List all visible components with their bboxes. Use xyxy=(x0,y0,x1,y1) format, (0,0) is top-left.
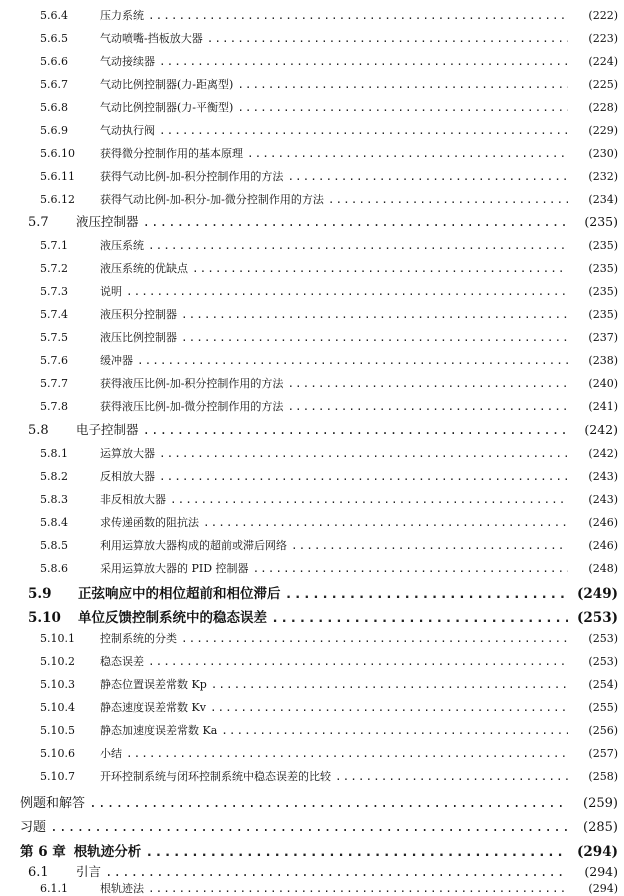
entry-number: 5.8.2 xyxy=(40,470,68,483)
entry-page: (253) xyxy=(588,655,618,668)
toc-chapter xyxy=(0,840,624,860)
entry-number: 5.10.2 xyxy=(40,655,75,668)
entry-number: 5.6.5 xyxy=(40,32,68,45)
toc-entry xyxy=(0,722,624,738)
entry-number: 5.7 xyxy=(28,215,49,230)
toc-entry xyxy=(0,168,624,184)
entry-page: (229) xyxy=(588,124,618,137)
toc-entry xyxy=(0,880,624,896)
dot-leader xyxy=(203,516,568,529)
entry-page: (243) xyxy=(588,470,618,483)
dot-leader xyxy=(211,678,568,691)
entry-page: (254) xyxy=(588,678,618,691)
dot-leader xyxy=(137,354,568,367)
entry-title: 获得气动比例-加-积分-加-微分控制作用的方法 xyxy=(100,193,324,206)
entry-number: 6.1 xyxy=(28,865,49,880)
toc-section xyxy=(0,862,624,880)
entry-number: 5.6.6 xyxy=(40,55,68,68)
entry-page: (248) xyxy=(588,562,618,575)
toc-entry xyxy=(0,653,624,669)
dot-leader xyxy=(143,422,568,437)
entry-title: 正弦响应中的相位超前和相位滞后 xyxy=(78,586,281,602)
entry-page: (253) xyxy=(588,632,618,645)
dot-leader xyxy=(253,562,568,575)
entry-number: 5.7.3 xyxy=(40,285,68,298)
dot-leader xyxy=(210,701,568,714)
entry-page: (246) xyxy=(588,539,618,552)
toc-entry xyxy=(0,445,624,461)
entry-page: (230) xyxy=(588,147,618,160)
entry-title: 获得液压比例-加-积分控制作用的方法 xyxy=(100,377,284,390)
entry-page: (223) xyxy=(588,32,618,45)
dot-leader xyxy=(192,262,568,275)
toc-entry xyxy=(0,491,624,507)
entry-page: (253) xyxy=(577,610,618,626)
toc-entry xyxy=(0,30,624,46)
toc-entry xyxy=(0,237,624,253)
toc-entry xyxy=(0,745,624,761)
entry-title: 控制系统的分类 xyxy=(100,632,177,645)
entry-page: (294) xyxy=(577,844,618,860)
toc-entry xyxy=(0,560,624,576)
entry-title: 习题 xyxy=(20,820,47,835)
toc-entry xyxy=(0,191,624,207)
toc-entry-examples xyxy=(0,792,624,811)
entry-number: 5.6.4 xyxy=(40,9,68,22)
toc-entry xyxy=(0,768,624,784)
entry-number: 5.10.7 xyxy=(40,770,75,783)
dot-leader xyxy=(328,193,568,206)
entry-number: 5.8.4 xyxy=(40,516,68,529)
entry-title: 静态位置误差常数 Kp xyxy=(100,678,207,691)
entry-page: (238) xyxy=(588,354,618,367)
entry-title: 静态加速度误差常数 Ka xyxy=(100,724,218,737)
entry-title: 稳态误差 xyxy=(100,655,144,668)
dot-leader xyxy=(237,101,568,114)
entry-title: 开环控制系统与闭环控制系统中稳态误差的比较 xyxy=(100,770,331,783)
entry-page: (257) xyxy=(588,747,618,760)
entry-title: 液压积分控制器 xyxy=(100,308,177,321)
entry-number: 5.7.7 xyxy=(40,377,68,390)
toc-entry xyxy=(0,329,624,345)
toc-entry xyxy=(0,76,624,92)
toc-entry xyxy=(0,7,624,23)
entry-title: 获得气动比例-加-积分控制作用的方法 xyxy=(100,170,284,183)
entry-page: (258) xyxy=(588,770,618,783)
dot-leader xyxy=(287,170,568,183)
toc-entry xyxy=(0,537,624,553)
toc-entry xyxy=(0,630,624,646)
dot-leader xyxy=(181,632,568,645)
entry-page: (246) xyxy=(588,516,618,529)
dot-leader xyxy=(50,820,568,835)
entry-title: 液压比例控制器 xyxy=(100,331,177,344)
dot-leader xyxy=(287,377,568,390)
entry-page: (285) xyxy=(583,820,618,835)
entry-page: (242) xyxy=(584,422,618,437)
entry-page: (294) xyxy=(588,882,618,895)
dot-leader xyxy=(148,239,568,252)
entry-number: 5.10.3 xyxy=(40,678,75,691)
entry-page: (235) xyxy=(588,285,618,298)
entry-number: 5.6.12 xyxy=(40,193,75,206)
entry-page: (235) xyxy=(588,308,618,321)
entry-number: 5.9 xyxy=(28,586,52,602)
entry-title: 根轨迹分析 xyxy=(73,844,142,860)
toc-section xyxy=(0,212,624,230)
dot-leader xyxy=(291,539,568,552)
entry-title: 气动接续器 xyxy=(100,55,155,68)
entry-title: 引言 xyxy=(76,864,102,879)
entry-title: 根轨迹法 xyxy=(100,882,144,895)
entry-page: (235) xyxy=(588,239,618,252)
entry-title: 非反相放大器 xyxy=(100,493,166,506)
dot-leader xyxy=(170,493,568,506)
dot-leader xyxy=(271,610,568,626)
toc-entry xyxy=(0,260,624,276)
entry-title: 气动比例控制器(力-平衡型) xyxy=(100,101,234,114)
entry-title: 液压系统 xyxy=(100,239,144,252)
dot-leader xyxy=(148,655,568,668)
entry-title: 小结 xyxy=(100,747,122,760)
toc-entry xyxy=(0,53,624,69)
entry-page: (235) xyxy=(584,214,618,229)
entry-page: (228) xyxy=(588,101,618,114)
entry-page: (256) xyxy=(588,724,618,737)
entry-number: 5.8.1 xyxy=(40,447,68,460)
toc-entry xyxy=(0,468,624,484)
entry-title: 反相放大器 xyxy=(100,470,155,483)
entry-title: 气动喷嘴-挡板放大器 xyxy=(100,32,203,45)
entry-number: 5.10.1 xyxy=(40,632,75,645)
entry-title: 运算放大器 xyxy=(100,447,155,460)
entry-number: 第 6 章 xyxy=(20,844,66,860)
entry-number: 5.6.8 xyxy=(40,101,68,114)
entry-page: (222) xyxy=(588,9,618,22)
dot-leader xyxy=(181,308,568,321)
dot-leader xyxy=(159,55,568,68)
entry-title: 利用运算放大器构成的超前或滞后网络 xyxy=(100,539,287,552)
entry-page: (249) xyxy=(577,586,618,602)
dot-leader xyxy=(126,747,568,760)
dot-leader xyxy=(105,864,568,879)
entry-number: 5.6.9 xyxy=(40,124,68,137)
entry-title: 单位反馈控制系统中的稳态误差 xyxy=(78,610,267,626)
toc-section xyxy=(0,606,624,626)
dot-leader xyxy=(89,796,568,811)
toc-entry xyxy=(0,99,624,115)
toc-section xyxy=(0,582,624,602)
entry-number: 5.7.5 xyxy=(40,331,68,344)
dot-leader xyxy=(207,32,568,45)
entry-title: 气动比例控制器(力-距离型) xyxy=(100,78,234,91)
dot-leader xyxy=(159,447,568,460)
entry-number: 5.7.8 xyxy=(40,400,68,413)
entry-page: (225) xyxy=(588,78,618,91)
entry-page: (224) xyxy=(588,55,618,68)
dot-leader xyxy=(247,147,568,160)
toc-entry xyxy=(0,375,624,391)
entry-number: 5.8 xyxy=(28,423,49,438)
entry-number: 5.7.1 xyxy=(40,239,68,252)
toc-entry-exercises xyxy=(0,816,624,835)
dot-leader xyxy=(148,9,568,22)
entry-number: 5.10.4 xyxy=(40,701,75,714)
entry-page: (255) xyxy=(588,701,618,714)
entry-number: 5.8.6 xyxy=(40,562,68,575)
entry-number: 6.1.1 xyxy=(40,882,68,895)
entry-title: 压力系统 xyxy=(100,9,144,22)
dot-leader xyxy=(335,770,568,783)
entry-number: 5.7.6 xyxy=(40,354,68,367)
dot-leader xyxy=(159,124,568,137)
entry-number: 5.6.10 xyxy=(40,147,75,160)
entry-number: 5.6.7 xyxy=(40,78,68,91)
entry-number: 5.10.5 xyxy=(40,724,75,737)
dot-leader xyxy=(287,400,568,413)
entry-title: 液压控制器 xyxy=(76,214,139,229)
entry-title: 获得液压比例-加-微分控制作用的方法 xyxy=(100,400,284,413)
entry-title: 说明 xyxy=(100,285,122,298)
entry-number: 5.10 xyxy=(28,610,61,626)
toc-entry xyxy=(0,514,624,530)
entry-page: (234) xyxy=(588,193,618,206)
entry-page: (235) xyxy=(588,262,618,275)
dot-leader xyxy=(181,331,568,344)
entry-title: 气动执行阀 xyxy=(100,124,155,137)
toc-section xyxy=(0,420,624,438)
toc-entry xyxy=(0,676,624,692)
dot-leader xyxy=(145,844,568,860)
toc-entry xyxy=(0,352,624,368)
toc-entry xyxy=(0,306,624,322)
entry-title: 静态速度误差常数 Kv xyxy=(100,701,206,714)
entry-title: 求传递函数的阻抗法 xyxy=(100,516,199,529)
toc-entry xyxy=(0,145,624,161)
entry-page: (242) xyxy=(588,447,618,460)
entry-number: 5.6.11 xyxy=(40,170,75,183)
dot-leader xyxy=(221,724,568,737)
entry-title: 例题和解答 xyxy=(20,796,86,811)
entry-page: (241) xyxy=(588,400,618,413)
entry-number: 5.8.5 xyxy=(40,539,68,552)
entry-number: 5.8.3 xyxy=(40,493,68,506)
dot-leader xyxy=(237,78,568,91)
dot-leader xyxy=(126,285,568,298)
toc-entry xyxy=(0,122,624,138)
toc-entry xyxy=(0,398,624,414)
entry-title: 获得微分控制作用的基本原理 xyxy=(100,147,243,160)
entry-page: (240) xyxy=(588,377,618,390)
toc-entry xyxy=(0,283,624,299)
dot-leader xyxy=(159,470,568,483)
entry-title: 缓冲器 xyxy=(100,354,133,367)
entry-page: (243) xyxy=(588,493,618,506)
entry-number: 5.7.2 xyxy=(40,262,68,275)
entry-title: 采用运算放大器的 PID 控制器 xyxy=(100,562,249,575)
entry-page: (232) xyxy=(588,170,618,183)
entry-title: 液压系统的优缺点 xyxy=(100,262,188,275)
entry-number: 5.10.6 xyxy=(40,747,75,760)
entry-page: (259) xyxy=(583,796,618,811)
entry-page: (294) xyxy=(584,864,618,879)
toc-entry xyxy=(0,699,624,715)
entry-number: 5.7.4 xyxy=(40,308,68,321)
dot-leader xyxy=(143,214,568,229)
entry-title: 电子控制器 xyxy=(76,422,139,437)
entry-page: (237) xyxy=(588,331,618,344)
dot-leader xyxy=(285,586,569,602)
